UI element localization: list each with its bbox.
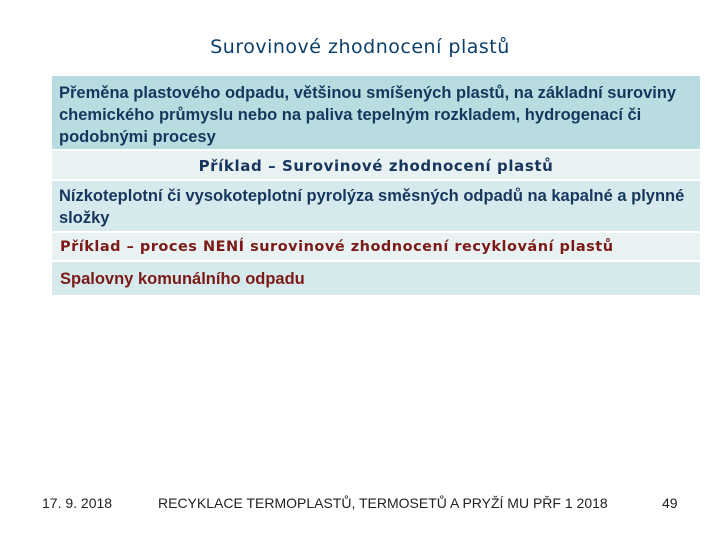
content-table xyxy=(52,76,700,297)
footer-course-title: RECYKLACE TERMOPLASTŮ, TERMOSETŮ A PRYŽÍ MU PŘF 1 2018 xyxy=(158,495,608,511)
counter-example-header-row: Příklad – proces NENÍ surovinové zhodnocení recyklování plastů xyxy=(52,233,700,262)
slide-title: Surovinové zhodnocení plastů xyxy=(210,36,510,58)
counter-example-row: Spalovny komunálního odpadu xyxy=(52,262,700,297)
footer-page-number: 49 xyxy=(662,495,678,511)
definition-row: Přeměna plastového odpadu, většinou smíšených plastů, na základní suroviny chemického průmyslu nebo na paliva tepelným rozkladem, hydrogenací či podobnými procesy xyxy=(52,76,700,151)
example-header-row: Příklad – Surovinové zhodnocení plastů xyxy=(52,151,700,181)
footer-date: 17. 9. 2018 xyxy=(42,495,113,511)
example-row: Nízkoteplotní či vysokoteplotní pyrolýza směsných odpadů na kapalné a plynné složky xyxy=(52,181,700,233)
